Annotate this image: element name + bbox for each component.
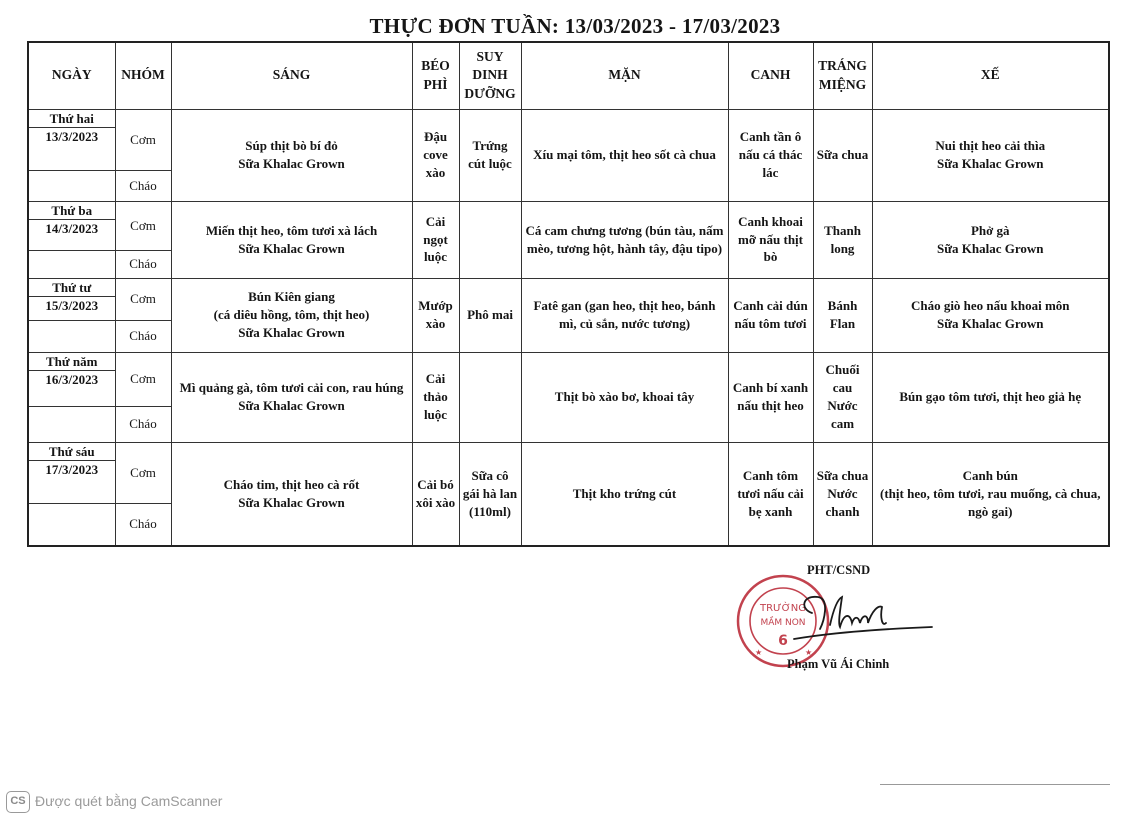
- breakfast-cell: Bún Kiên giang (cá diêu hồng, tôm, thịt heo) Sữa Khalac Grown: [171, 278, 412, 352]
- obesity-cell: Đậu cove xào: [412, 109, 459, 201]
- stamp-line2: MẦM NON: [760, 618, 806, 628]
- dessert-cell: Chuối cau Nước cam: [813, 352, 872, 442]
- obesity-cell: Mướp xào: [412, 278, 459, 352]
- signer-name: Phạm Vũ Ái Chinh: [787, 657, 890, 671]
- obesity-cell: Cải ngọt luộc: [412, 201, 459, 278]
- main-cell: Thịt kho trứng cút: [521, 442, 728, 546]
- signature-title: PHT/CSND: [807, 563, 871, 577]
- soup-cell: Canh khoai mỡ nấu thịt bò: [728, 201, 813, 278]
- snack-cell: Bún gạo tôm tươi, thịt heo giả hẹ: [872, 352, 1109, 442]
- day-cell: [28, 352, 115, 406]
- main-cell: Cá cam chưng tương (bún tàu, nấm mèo, tương hột, hành tây, đậu tipo): [521, 201, 728, 278]
- breakfast-cell: Mì quảng gà, tôm tươi cải con, rau húng Sữa Khalac Grown: [171, 352, 412, 442]
- header-day: NGÀY: [28, 42, 115, 109]
- breakfast-cell: Súp thịt bò bí đỏ Sữa Khalac Grown: [171, 109, 412, 201]
- group-rice: Cơm: [115, 442, 171, 503]
- day-cell: [28, 201, 115, 250]
- breakfast-cell: Cháo tim, thịt heo cà rốt Sữa Khalac Grown: [171, 442, 412, 546]
- group-porridge: Cháo: [115, 320, 171, 352]
- group-rice: Cơm: [115, 201, 171, 250]
- main-cell: Xíu mại tôm, thịt heo sốt cà chua: [521, 109, 728, 201]
- day-name: Thứ tư: [52, 279, 92, 295]
- snack-cell: Nui thịt heo cải thìa Sữa Khalac Grown: [872, 109, 1109, 201]
- group-porridge: Cháo: [115, 250, 171, 278]
- day-cell-empty: [28, 503, 115, 546]
- header-soup: CANH: [728, 42, 813, 109]
- soup-cell: Canh tần ô nấu cá thác lác: [728, 109, 813, 201]
- malnutrition-cell: Trứng cút luộc: [459, 109, 521, 201]
- day-cell: [28, 442, 115, 503]
- signature-block: [735, 563, 935, 683]
- day-cell: [28, 109, 115, 170]
- dessert-cell: Sữa chua Nước chanh: [813, 442, 872, 546]
- table-row: [28, 278, 1109, 320]
- snack-cell: Phở gà Sữa Khalac Grown: [872, 201, 1109, 278]
- day-date: 16/3/2023: [29, 370, 115, 389]
- header-obesity: BÉO PHÌ: [412, 42, 459, 109]
- day-name: Thứ hai: [49, 110, 94, 126]
- day-cell-empty: [28, 170, 115, 201]
- day-date: 14/3/2023: [29, 219, 115, 238]
- soup-cell: Canh bí xanh nấu thịt heo: [728, 352, 813, 442]
- handwritten-signature: [790, 583, 935, 643]
- main-cell: Thịt bò xào bơ, khoai tây: [521, 352, 728, 442]
- soup-cell: Canh tôm tươi nấu cải bẹ xanh: [728, 442, 813, 546]
- table-row: [28, 442, 1109, 503]
- obesity-cell: Cải bó xôi xào: [412, 442, 459, 546]
- day-name: Thứ ba: [51, 202, 93, 218]
- malnutrition-cell: [459, 352, 521, 442]
- snack-cell: Canh bún (thịt heo, tôm tươi, rau muống, cà chua, ngò gai): [872, 442, 1109, 546]
- soup-cell: Canh cải dún nấu tôm tươi: [728, 278, 813, 352]
- table-row: [28, 109, 1109, 170]
- header-group: NHÓM: [115, 42, 171, 109]
- weekly-menu-table: [27, 41, 1110, 547]
- svg-text:★: ★: [805, 648, 813, 657]
- menu-body: [28, 109, 1109, 546]
- table-row: [28, 352, 1109, 406]
- camscanner-logo-icon: CS: [6, 791, 30, 813]
- day-name: Thứ sáu: [48, 443, 95, 459]
- day-date: 13/3/2023: [29, 127, 115, 146]
- menu-title: THỰC ĐƠN TUẦN: 13/03/2023 - 17/03/2023: [369, 14, 781, 38]
- group-porridge: Cháo: [115, 170, 171, 201]
- header-dessert: TRÁNG MIỆNG: [813, 42, 872, 109]
- dessert-cell: Sữa chua: [813, 109, 872, 201]
- day-name: Thứ năm: [45, 353, 98, 369]
- dessert-cell: Thanh long: [813, 201, 872, 278]
- malnutrition-cell: Phô mai: [459, 278, 521, 352]
- header-main: MẶN: [521, 42, 728, 109]
- group-porridge: Cháo: [115, 406, 171, 442]
- group-rice: Cơm: [115, 278, 171, 320]
- day-cell-empty: [28, 320, 115, 352]
- header-malnutrition: SUY DINH DƯỠNG: [459, 42, 521, 109]
- snack-cell: Cháo giò heo nấu khoai môn Sữa Khalac Grown: [872, 278, 1109, 352]
- header-breakfast: SÁNG: [171, 42, 412, 109]
- obesity-cell: Cải thảo luộc: [412, 352, 459, 442]
- header-row: [28, 42, 1109, 109]
- dessert-cell: Bánh Flan: [813, 278, 872, 352]
- camscanner-watermark: Được quét bằng CamScanner: [35, 793, 223, 809]
- group-rice: Cơm: [115, 109, 171, 170]
- stamp-line1: TRƯỜNG: [760, 603, 806, 614]
- day-date: 15/3/2023: [29, 296, 115, 315]
- main-cell: Fatê gan (gan heo, thịt heo, bánh mì, củ sắn, nước tương): [521, 278, 728, 352]
- svg-text:★: ★: [755, 648, 763, 657]
- malnutrition-cell: Sữa cô gái hà lan (110ml): [459, 442, 521, 546]
- breakfast-cell: Miến thịt heo, tôm tươi xà lách Sữa Khalac Grown: [171, 201, 412, 278]
- header-snack: XẾ: [872, 42, 1109, 109]
- stamp-number: 6: [778, 633, 788, 649]
- group-rice: Cơm: [115, 352, 171, 406]
- malnutrition-cell: [459, 201, 521, 278]
- day-cell: [28, 278, 115, 320]
- table-row: [28, 201, 1109, 250]
- bottom-rule: [880, 784, 1110, 785]
- group-porridge: Cháo: [115, 503, 171, 546]
- day-cell-empty: [28, 406, 115, 442]
- day-date: 17/3/2023: [29, 460, 115, 479]
- day-cell-empty: [28, 250, 115, 278]
